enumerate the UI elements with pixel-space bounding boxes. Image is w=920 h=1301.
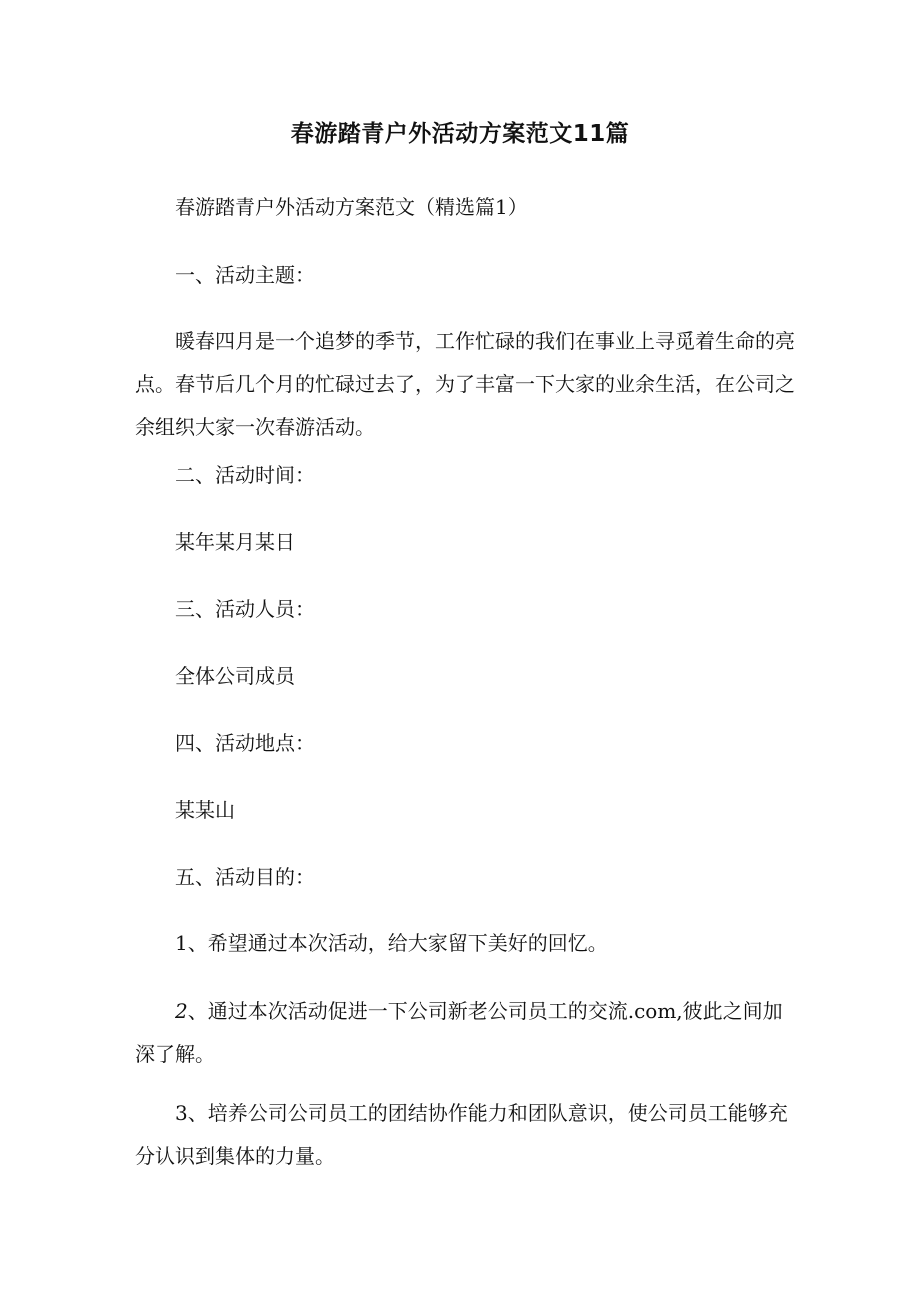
section-body-people: 全体公司成员 [175, 664, 295, 688]
goal-item-3: 3、培养公司公司员工的团结协作能力和团队意识，使公司员工能够充分认识到集体的力量。 [135, 1101, 788, 1168]
document-title: 春游踏青户外活动方案范文11篇 [290, 121, 630, 147]
goal-item-2 [135, 990, 800, 1076]
goal-item-1: 1、希望通过本次活动，给大家留下美好的回忆。 [175, 931, 608, 955]
section-heading-place: 四、活动地点： [175, 731, 315, 755]
document-subtitle: 春游踏青户外活动方案范文（精选篇1） [175, 195, 528, 219]
goal-item-2-text: 、通过本次活动促进一下公司新老公司员工的交流.com,彼此之间加深了解。 [135, 999, 783, 1066]
section-body-theme: 暖春四月是一个追梦的季节，工作忙碌的我们在事业上寻觅着生命的亮点。春节后几个月的忙碌过去了，为了丰富一下大家的业余生活，在公司之余组织大家一次春游活动。 [135, 329, 795, 439]
section-heading-time: 二、活动时间： [175, 463, 315, 487]
goal-item-2-number: 2 [175, 999, 188, 1023]
section-body-place: 某某山 [175, 798, 235, 822]
section-body-time: 某年某月某日 [175, 530, 295, 554]
section-heading-theme: 一、活动主题： [175, 263, 315, 287]
section-heading-goal: 五、活动目的： [175, 865, 315, 889]
section-heading-people: 三、活动人员： [175, 597, 315, 621]
